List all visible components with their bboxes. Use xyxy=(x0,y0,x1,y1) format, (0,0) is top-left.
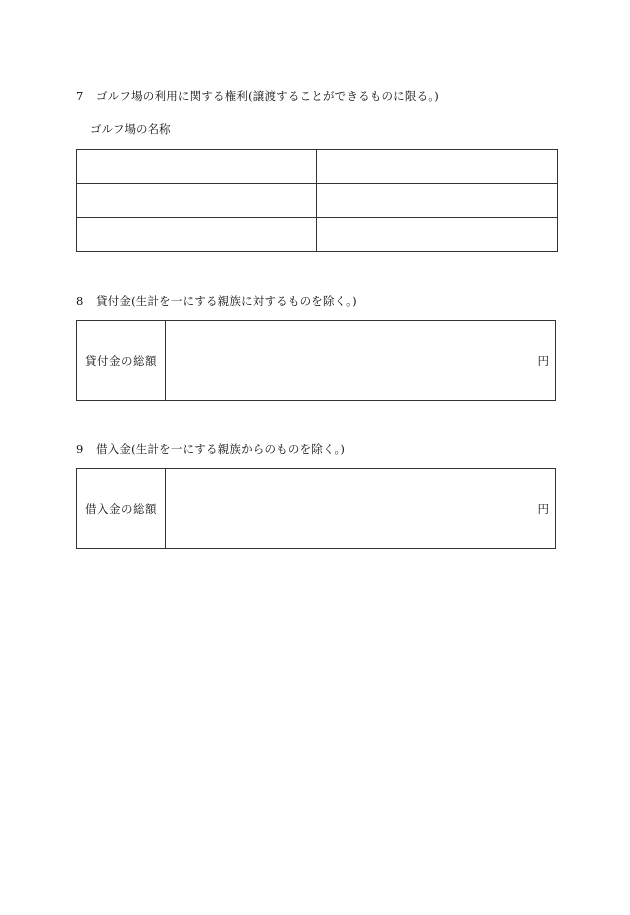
table-cell xyxy=(77,184,317,218)
borrowing-total-unit: 円 xyxy=(537,501,549,516)
loan-total-box xyxy=(76,320,556,401)
section-7-title: ゴルフ場の利用に関する権利(譲渡することができるものに限る。) xyxy=(96,89,439,103)
borrowing-total-label: 借入金の総額 xyxy=(77,469,166,548)
section-7-heading xyxy=(76,88,439,104)
borrowing-total-box xyxy=(76,468,556,549)
section-7-number: 7 xyxy=(76,89,84,103)
table-row xyxy=(77,184,558,218)
table-cell xyxy=(77,218,317,252)
loan-total-value-cell xyxy=(166,321,555,400)
table-cell xyxy=(317,218,558,252)
table-row xyxy=(77,218,558,252)
section-9-title: 借入金(生計を一にする親族からのものを除く。) xyxy=(96,442,346,456)
table-cell xyxy=(77,150,317,184)
section-9-heading xyxy=(76,441,345,457)
table-cell xyxy=(317,184,558,218)
section-8-title: 貸付金(生計を一にする親族に対するものを除く。) xyxy=(96,294,357,308)
loan-total-unit: 円 xyxy=(537,353,549,368)
section-8-heading xyxy=(76,293,357,309)
golf-course-table xyxy=(76,149,558,252)
borrowing-total-value-cell xyxy=(166,469,555,548)
golf-course-name-label: ゴルフ場の名称 xyxy=(90,122,171,136)
loan-total-label: 貸付金の総額 xyxy=(77,321,166,400)
section-9-number: 9 xyxy=(76,442,84,456)
section-8-number: 8 xyxy=(76,294,84,308)
table-row xyxy=(77,150,558,184)
table-cell xyxy=(317,150,558,184)
